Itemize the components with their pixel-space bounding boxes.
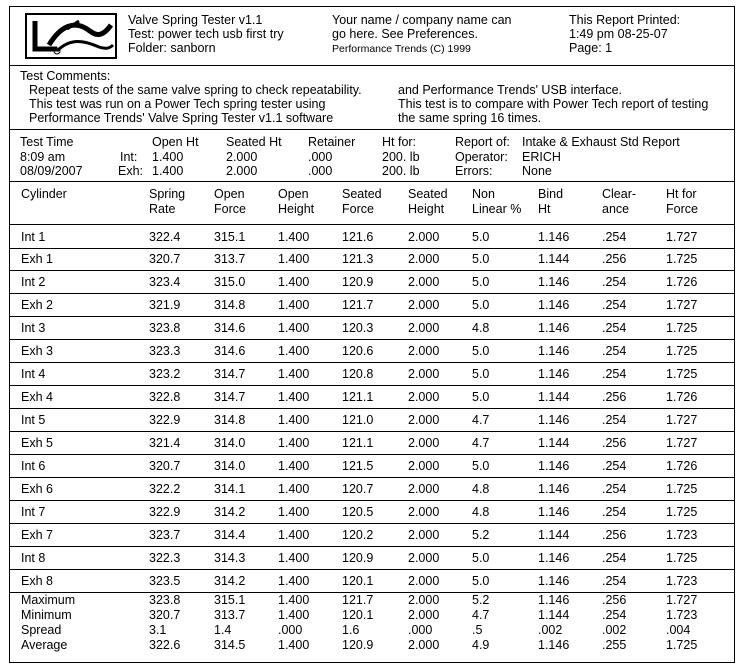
cell-ht-for-force: 1.726 [666, 459, 698, 473]
cell-open-force: 313.7 [214, 252, 246, 266]
cell-non-linear: 5.0 [472, 459, 490, 473]
header-spring-rate: Spring [149, 187, 186, 201]
cell-non-linear: 5.0 [472, 252, 490, 266]
summary-ht-for-force: 1.725 [666, 638, 698, 652]
cell-seated-height: 2.000 [408, 230, 440, 244]
table-row [10, 454, 734, 478]
header-clearance: ance [602, 202, 630, 216]
exh-label: Exh: [118, 164, 144, 178]
cell-open-force: 314.2 [214, 574, 246, 588]
cell-spring-rate: 321.4 [149, 436, 181, 450]
company-line-2: go here. See Preferences. [332, 27, 478, 41]
cell-cylinder: Int 4 [21, 367, 46, 381]
cell-cylinder: Int 1 [21, 230, 46, 244]
summary-open-height: 1.400 [278, 638, 310, 652]
cell-seated-height: 2.000 [408, 252, 440, 266]
header-cylinder: Cylinder [21, 187, 67, 201]
cell-open-force: 314.0 [214, 459, 246, 473]
cell-cylinder: Exh 4 [21, 390, 53, 404]
cell-ht-for-force: 1.725 [666, 252, 698, 266]
int-retainer: .000 [308, 150, 333, 164]
table-row [10, 316, 734, 340]
cell-non-linear: 5.0 [472, 551, 490, 565]
comment-right-1: and Performance Trends' USB interface. [398, 83, 623, 97]
summary-seated-force: 120.9 [342, 638, 374, 652]
exh-ht-for: 200. lb [382, 164, 420, 178]
cell-spring-rate: 323.3 [149, 344, 181, 358]
summary-open-force: 1.4 [214, 623, 232, 637]
cell-clearance: .256 [602, 436, 627, 450]
cell-ht-for-force: 1.727 [666, 436, 698, 450]
cell-ht-for-force: 1.725 [666, 344, 698, 358]
summary-ht-for-force: 1.727 [666, 593, 698, 607]
cell-ht-for-force: 1.725 [666, 321, 698, 335]
header-spring-rate: Rate [149, 202, 176, 216]
cell-bind-ht: 1.146 [538, 275, 570, 289]
cell-spring-rate: 322.2 [149, 482, 181, 496]
cell-open-height: 1.400 [278, 321, 310, 335]
summary-row [10, 623, 734, 638]
header-seated-height: Seated [408, 187, 448, 201]
cell-spring-rate: 323.2 [149, 367, 181, 381]
header-clearance: Clear- [602, 187, 637, 201]
retainer-label: Retainer [308, 135, 356, 149]
cell-seated-force: 120.6 [342, 344, 374, 358]
cell-open-height: 1.400 [278, 367, 310, 381]
cell-open-height: 1.400 [278, 551, 310, 565]
cell-clearance: .254 [602, 321, 627, 335]
cell-spring-rate: 321.9 [149, 298, 181, 312]
header-seated-force: Seated [342, 187, 382, 201]
cell-open-height: 1.400 [278, 252, 310, 266]
cell-spring-rate: 322.9 [149, 413, 181, 427]
cell-cylinder: Exh 1 [21, 252, 53, 266]
cell-clearance: .256 [602, 390, 627, 404]
header-ht-for-force: Force [666, 202, 698, 216]
cell-seated-height: 2.000 [408, 505, 440, 519]
cell-clearance: .256 [602, 528, 627, 542]
cell-spring-rate: 323.8 [149, 321, 181, 335]
summary-open-height: .000 [278, 623, 303, 637]
errors-label: Errors: [455, 164, 493, 178]
errors: None [522, 164, 552, 178]
summary-cylinder: Maximum [21, 593, 76, 607]
cell-seated-height: 2.000 [408, 528, 440, 542]
summary-clearance: .002 [602, 623, 627, 637]
cell-seated-force: 120.1 [342, 574, 374, 588]
cell-cylinder: Exh 8 [21, 574, 53, 588]
summary-spring-rate: 3.1 [149, 623, 167, 637]
cell-non-linear: 4.7 [472, 413, 490, 427]
comment-left-3: Performance Trends' Valve Spring Tester v1.1 software [29, 111, 334, 125]
cell-seated-height: 2.000 [408, 551, 440, 565]
cell-open-force: 314.8 [214, 413, 246, 427]
summary-clearance: .254 [602, 608, 627, 622]
cell-clearance: .254 [602, 574, 627, 588]
cell-open-force: 315.1 [214, 230, 246, 244]
int-seated-ht: 2.000 [226, 150, 258, 164]
cell-spring-rate: 323.4 [149, 275, 181, 289]
cell-open-force: 314.7 [214, 367, 246, 381]
cell-ht-for-force: 1.723 [666, 528, 698, 542]
performance-trends-logo [25, 13, 117, 59]
table-row [10, 477, 734, 501]
cell-seated-force: 121.0 [342, 413, 374, 427]
cell-seated-force: 120.5 [342, 505, 374, 519]
table-row [10, 224, 734, 249]
cell-seated-force: 121.3 [342, 252, 374, 266]
cell-seated-height: 2.000 [408, 574, 440, 588]
table-header [10, 181, 734, 224]
cell-bind-ht: 1.146 [538, 321, 570, 335]
table-row [10, 293, 734, 317]
cell-clearance: .254 [602, 367, 627, 381]
summary-row [10, 638, 734, 653]
cell-clearance: .254 [602, 413, 627, 427]
cell-cylinder: Int 3 [21, 321, 46, 335]
cell-non-linear: 5.0 [472, 574, 490, 588]
cell-non-linear: 5.0 [472, 275, 490, 289]
cell-non-linear: 5.0 [472, 230, 490, 244]
test-time: 8:09 am [20, 150, 66, 164]
test-comments [10, 65, 734, 130]
summary-open-force: 313.7 [214, 608, 246, 622]
cell-bind-ht: 1.146 [538, 367, 570, 381]
header-open-force: Open [214, 187, 245, 201]
cell-clearance: .254 [602, 230, 627, 244]
header-bind-ht: Bind [538, 187, 564, 201]
report-of: Intake & Exhaust Std Report [522, 135, 680, 149]
cell-bind-ht: 1.146 [538, 505, 570, 519]
cell-spring-rate: 323.7 [149, 528, 181, 542]
table-summary [10, 593, 734, 661]
cell-seated-force: 120.8 [342, 367, 374, 381]
folder-name: Folder: sanborn [128, 41, 216, 55]
cell-cylinder: Exh 7 [21, 528, 53, 542]
comment-left-2: This test was run on a Power Tech spring tester using [29, 97, 326, 111]
cell-open-height: 1.400 [278, 459, 310, 473]
summary-cylinder: Average [21, 638, 68, 652]
summary-bind-ht: 1.144 [538, 608, 570, 622]
summary-ht-for-force: 1.723 [666, 608, 698, 622]
cell-open-force: 314.0 [214, 436, 246, 450]
cell-seated-force: 121.5 [342, 459, 374, 473]
summary-seated-height: 2.000 [408, 608, 440, 622]
cell-bind-ht: 1.146 [538, 482, 570, 496]
table-row [10, 339, 734, 363]
cell-spring-rate: 322.9 [149, 505, 181, 519]
int-open-ht: 1.400 [152, 150, 184, 164]
cell-non-linear: 5.0 [472, 367, 490, 381]
summary-open-height: 1.400 [278, 593, 310, 607]
header-non-linear: Non [472, 187, 495, 201]
cell-seated-height: 2.000 [408, 482, 440, 496]
cell-seated-height: 2.000 [408, 344, 440, 358]
cell-ht-for-force: 1.727 [666, 298, 698, 312]
cell-open-force: 314.6 [214, 321, 246, 335]
test-time-label: Test Time [20, 135, 74, 149]
page-number: Page: 1 [569, 41, 613, 55]
cell-open-height: 1.400 [278, 298, 310, 312]
app-title: Valve Spring Tester v1.1 [128, 13, 263, 27]
cell-clearance: .254 [602, 505, 627, 519]
comment-left-1: Repeat tests of the same valve spring to check repeatability. [29, 83, 362, 97]
cell-clearance: .254 [602, 275, 627, 289]
table-row [10, 431, 734, 455]
cell-cylinder: Int 5 [21, 413, 46, 427]
cell-seated-force: 120.2 [342, 528, 374, 542]
table-row [10, 546, 734, 570]
cell-bind-ht: 1.146 [538, 230, 570, 244]
logo-icon [27, 15, 115, 57]
printed-label: This Report Printed: [569, 13, 681, 27]
cell-cylinder: Exh 6 [21, 482, 53, 496]
cell-ht-for-force: 1.725 [666, 367, 698, 381]
summary-spring-rate: 323.8 [149, 593, 181, 607]
summary-row [10, 608, 734, 623]
cell-ht-for-force: 1.723 [666, 574, 698, 588]
cell-ht-for-force: 1.725 [666, 482, 698, 496]
summary-spring-rate: 320.7 [149, 608, 181, 622]
cell-open-force: 315.0 [214, 275, 246, 289]
header-open-force: Force [214, 202, 246, 216]
summary-non-linear: 4.9 [472, 638, 490, 652]
data-table [10, 181, 734, 662]
table-row [10, 500, 734, 524]
cell-open-height: 1.400 [278, 482, 310, 496]
cell-seated-height: 2.000 [408, 367, 440, 381]
cell-spring-rate: 320.7 [149, 252, 181, 266]
cell-open-force: 314.4 [214, 528, 246, 542]
header-ht-for-force: Ht for [666, 187, 697, 201]
cell-open-force: 314.2 [214, 505, 246, 519]
cell-open-height: 1.400 [278, 275, 310, 289]
summary-seated-height: 2.000 [408, 593, 440, 607]
test-date: 08/09/2007 [20, 164, 83, 178]
cell-seated-force: 120.9 [342, 551, 374, 565]
summary-bind-ht: 1.146 [538, 638, 570, 652]
cell-seated-force: 121.6 [342, 230, 374, 244]
cell-clearance: .254 [602, 482, 627, 496]
cell-bind-ht: 1.146 [538, 551, 570, 565]
cell-open-height: 1.400 [278, 390, 310, 404]
cell-seated-height: 2.000 [408, 298, 440, 312]
cell-open-force: 314.8 [214, 298, 246, 312]
summary-ht-for-force: .004 [666, 623, 691, 637]
cell-spring-rate: 322.3 [149, 551, 181, 565]
cell-open-height: 1.400 [278, 230, 310, 244]
cell-bind-ht: 1.146 [538, 413, 570, 427]
header-bind-ht: Ht [538, 202, 551, 216]
cell-open-height: 1.400 [278, 574, 310, 588]
operator: ERICH [522, 150, 561, 164]
exh-seated-ht: 2.000 [226, 164, 258, 178]
summary-non-linear: 5.2 [472, 593, 490, 607]
cell-ht-for-force: 1.727 [666, 413, 698, 427]
cell-clearance: .254 [602, 298, 627, 312]
header-seated-force: Force [342, 202, 374, 216]
cell-clearance: .254 [602, 459, 627, 473]
exh-retainer: .000 [308, 164, 333, 178]
int-ht-for: 200. lb [382, 150, 420, 164]
summary-spring-rate: 322.6 [149, 638, 181, 652]
table-row [10, 523, 734, 547]
summary-seated-height: 2.000 [408, 638, 440, 652]
cell-cylinder: Int 7 [21, 505, 46, 519]
summary-non-linear: .5 [472, 623, 483, 637]
cell-seated-height: 2.000 [408, 413, 440, 427]
summary-non-linear: 4.7 [472, 608, 490, 622]
seated-ht-label: Seated Ht [226, 135, 282, 149]
cell-spring-rate: 323.5 [149, 574, 181, 588]
table-row [10, 569, 734, 593]
cell-ht-for-force: 1.726 [666, 390, 698, 404]
summary-seated-force: 120.1 [342, 608, 374, 622]
cell-seated-height: 2.000 [408, 321, 440, 335]
cell-open-force: 314.3 [214, 551, 246, 565]
summary-open-height: 1.400 [278, 608, 310, 622]
summary-cylinder: Spread [21, 623, 62, 637]
cell-seated-force: 121.7 [342, 298, 374, 312]
cell-bind-ht: 1.144 [538, 436, 570, 450]
cell-non-linear: 5.0 [472, 298, 490, 312]
cell-seated-force: 120.7 [342, 482, 374, 496]
cell-open-height: 1.400 [278, 413, 310, 427]
summary-clearance: .255 [602, 638, 627, 652]
cell-cylinder: Exh 2 [21, 298, 53, 312]
cell-clearance: .254 [602, 344, 627, 358]
cell-bind-ht: 1.146 [538, 459, 570, 473]
cell-open-force: 314.1 [214, 482, 246, 496]
cell-ht-for-force: 1.725 [666, 505, 698, 519]
copyright: Performance Trends (C) 1999 [332, 43, 471, 55]
cell-open-force: 314.6 [214, 344, 246, 358]
cell-non-linear: 5.0 [472, 390, 490, 404]
cell-open-height: 1.400 [278, 505, 310, 519]
cell-ht-for-force: 1.726 [666, 275, 698, 289]
summary-bind-ht: .002 [538, 623, 563, 637]
cell-spring-rate: 322.8 [149, 390, 181, 404]
summary-clearance: .256 [602, 593, 627, 607]
cell-bind-ht: 1.146 [538, 574, 570, 588]
cell-seated-height: 2.000 [408, 459, 440, 473]
cell-open-force: 314.7 [214, 390, 246, 404]
cell-cylinder: Int 2 [21, 275, 46, 289]
cell-ht-for-force: 1.725 [666, 551, 698, 565]
cell-seated-force: 121.1 [342, 436, 374, 450]
summary-seated-force: 1.6 [342, 623, 360, 637]
cell-cylinder: Exh 3 [21, 344, 53, 358]
cell-cylinder: Int 6 [21, 459, 46, 473]
table-row [10, 362, 734, 386]
header-non-linear: Linear % [472, 202, 522, 216]
comment-right-3: the same spring 16 times. [398, 111, 542, 125]
cell-open-height: 1.400 [278, 528, 310, 542]
comments-label: Test Comments: [20, 69, 111, 83]
cell-ht-for-force: 1.727 [666, 230, 698, 244]
table-row [10, 385, 734, 409]
cell-non-linear: 5.2 [472, 528, 490, 542]
report-header [10, 7, 734, 66]
cell-seated-height: 2.000 [408, 390, 440, 404]
cell-spring-rate: 322.4 [149, 230, 181, 244]
comment-right-2: This test is to compare with Power Tech report of testing [398, 97, 709, 111]
open-ht-label: Open Ht [152, 135, 199, 149]
cell-non-linear: 4.8 [472, 482, 490, 496]
printed-time: 1:49 pm 08-25-07 [569, 27, 668, 41]
cell-seated-force: 120.9 [342, 275, 374, 289]
exh-open-ht: 1.400 [152, 164, 184, 178]
cell-bind-ht: 1.146 [538, 344, 570, 358]
table-row [10, 247, 734, 271]
cell-cylinder: Int 8 [21, 551, 46, 565]
cell-cylinder: Exh 5 [21, 436, 53, 450]
operator-label: Operator: [455, 150, 508, 164]
report-of-label: Report of: [455, 135, 510, 149]
test-name: Test: power tech usb first try [128, 27, 284, 41]
summary-row [10, 593, 734, 608]
cell-bind-ht: 1.146 [538, 298, 570, 312]
cell-seated-force: 121.1 [342, 390, 374, 404]
summary-open-force: 314.5 [214, 638, 246, 652]
summary-seated-force: 121.7 [342, 593, 374, 607]
cell-seated-height: 2.000 [408, 275, 440, 289]
cell-open-height: 1.400 [278, 344, 310, 358]
cell-non-linear: 5.0 [472, 344, 490, 358]
table-row [10, 408, 734, 432]
header-open-height: Open [278, 187, 309, 201]
summary-open-force: 315.1 [214, 593, 246, 607]
ht-for-label: Ht for: [382, 135, 417, 149]
report-frame [9, 6, 735, 663]
header-open-height: Height [278, 202, 315, 216]
cell-clearance: .254 [602, 551, 627, 565]
cell-spring-rate: 320.7 [149, 459, 181, 473]
cell-bind-ht: 1.144 [538, 390, 570, 404]
cell-non-linear: 4.7 [472, 436, 490, 450]
test-info [10, 129, 734, 182]
summary-seated-height: .000 [408, 623, 433, 637]
int-label: Int: [120, 150, 138, 164]
cell-bind-ht: 1.144 [538, 252, 570, 266]
cell-open-height: 1.400 [278, 436, 310, 450]
cell-seated-height: 2.000 [408, 436, 440, 450]
cell-non-linear: 4.8 [472, 505, 490, 519]
cell-clearance: .256 [602, 252, 627, 266]
table-row [10, 270, 734, 294]
summary-bind-ht: 1.146 [538, 593, 570, 607]
header-seated-height: Height [408, 202, 445, 216]
summary-cylinder: Minimum [21, 608, 72, 622]
cell-non-linear: 4.8 [472, 321, 490, 335]
company-line-1: Your name / company name can [332, 13, 512, 27]
cell-bind-ht: 1.144 [538, 528, 570, 542]
cell-seated-force: 120.3 [342, 321, 374, 335]
